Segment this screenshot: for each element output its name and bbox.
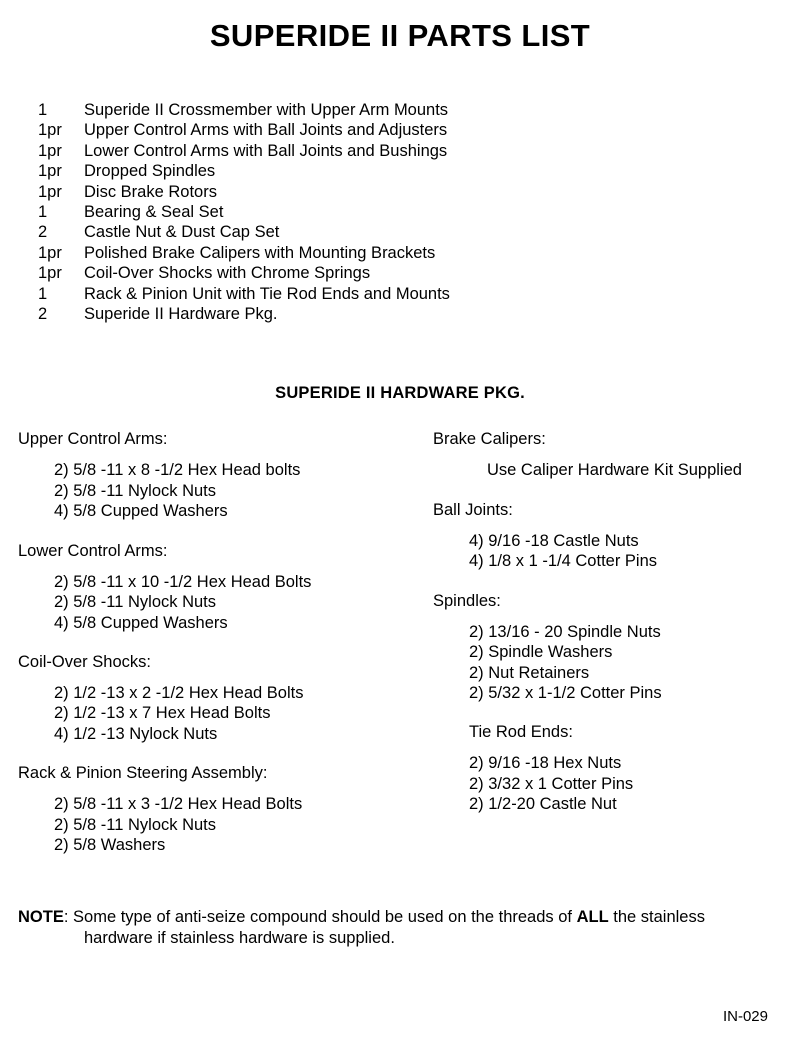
part-description: Castle Nut & Dust Cap Set xyxy=(84,223,280,242)
note-emphasis: ALL xyxy=(576,908,609,926)
note-text-before: : Some type of anti-seize compound should be used on the threads of xyxy=(63,908,577,926)
group-items xyxy=(433,622,782,704)
list-item: 4) 5/8 Cupped Washers xyxy=(54,502,228,521)
list-item xyxy=(0,202,800,222)
group-items xyxy=(433,460,782,480)
group-heading: Ball Joints: xyxy=(433,500,513,519)
note-text-after: the stainless xyxy=(608,908,705,926)
part-description: Dropped Spindles xyxy=(84,162,216,181)
group-heading: Brake Calipers: xyxy=(433,430,546,449)
note-label: NOTE xyxy=(18,908,64,926)
note-line-1 xyxy=(18,907,774,928)
list-item xyxy=(0,120,800,140)
part-description: Upper Control Arms with Ball Joints and Adjusters xyxy=(84,121,448,140)
part-description: Rack & Pinion Unit with Tie Rod Ends and Mounts xyxy=(84,284,450,303)
hardware-group-brake-calipers xyxy=(433,429,782,480)
document-code: IN-029 xyxy=(722,1008,768,1025)
list-item: 2) 1/2 -13 x 2 -1/2 Hex Head Bolts xyxy=(54,683,304,702)
list-item: 2) 9/16 -18 Hex Nuts xyxy=(469,754,622,773)
list-item: 4) 5/8 Cupped Washers xyxy=(54,613,228,632)
part-description: Superide II Crossmember with Upper Arm Mounts xyxy=(84,101,449,119)
list-item: 2) 5/8 -11 x 8 -1/2 Hex Head bolts xyxy=(54,461,301,480)
hardware-group-coil-over-shocks xyxy=(18,652,433,744)
part-description: Superide II Hardware Pkg. xyxy=(84,305,278,324)
part-quantity: 1pr xyxy=(38,264,62,283)
hardware-group-ball-joints xyxy=(433,500,782,572)
group-items xyxy=(18,683,433,744)
list-item: 2) 1/2-20 Castle Nut xyxy=(469,795,617,814)
part-description: Polished Brake Calipers with Mounting Brackets xyxy=(84,243,436,262)
group-heading: Spindles: xyxy=(433,591,501,610)
hardware-left-column xyxy=(18,429,433,874)
list-item: 2) 1/2 -13 x 7 Hex Head Bolts xyxy=(54,704,271,723)
group-heading: Rack & Pinion Steering Assembly: xyxy=(18,764,268,783)
list-item: 4) 1/8 x 1 -1/4 Cotter Pins xyxy=(469,552,658,571)
list-item xyxy=(0,161,800,181)
part-quantity: 1pr xyxy=(38,121,62,140)
parts-list xyxy=(0,100,800,324)
group-heading: Tie Rod Ends: xyxy=(469,723,573,742)
list-item xyxy=(0,243,800,263)
group-items xyxy=(433,531,782,572)
part-description: Bearing & Seal Set xyxy=(84,203,224,222)
group-items xyxy=(433,753,782,814)
list-item: 4) 1/2 -13 Nylock Nuts xyxy=(54,724,218,743)
list-item: 2) 5/8 -11 x 10 -1/2 Hex Head Bolts xyxy=(54,572,312,591)
group-heading: Upper Control Arms: xyxy=(18,430,168,449)
list-item xyxy=(0,304,800,324)
document-page xyxy=(0,18,800,1043)
list-item: 4) 9/16 -18 Castle Nuts xyxy=(469,531,639,550)
part-quantity: 1pr xyxy=(38,141,62,160)
part-quantity: 1 xyxy=(38,284,48,303)
part-quantity: 1pr xyxy=(38,243,62,262)
hardware-right-column xyxy=(433,429,782,874)
group-items xyxy=(18,794,433,855)
list-item: 2) 5/8 -11 Nylock Nuts xyxy=(54,815,217,834)
list-item: 2) 5/8 -11 Nylock Nuts xyxy=(54,593,217,612)
list-item xyxy=(0,182,800,202)
list-item: 2) 5/32 x 1-1/2 Cotter Pins xyxy=(469,683,662,702)
part-quantity: 2 xyxy=(38,305,48,324)
list-item: 2) 13/16 - 20 Spindle Nuts xyxy=(469,622,661,641)
hardware-group-lower-control-arms xyxy=(18,541,433,633)
list-item: 2) 5/8 -11 Nylock Nuts xyxy=(54,481,217,500)
list-item xyxy=(0,222,800,242)
hardware-columns xyxy=(0,429,800,874)
list-item: 2) 5/8 Washers xyxy=(54,835,166,854)
hardware-group-upper-control-arms xyxy=(18,429,433,521)
list-item xyxy=(0,141,800,161)
hardware-group-spindles xyxy=(433,591,782,704)
part-description: Disc Brake Rotors xyxy=(84,182,217,201)
note-block xyxy=(18,907,774,949)
part-quantity: 1pr xyxy=(38,182,62,201)
part-quantity: 1pr xyxy=(38,162,62,181)
list-item: Use Caliper Hardware Kit Supplied xyxy=(487,461,742,480)
part-description: Coil-Over Shocks with Chrome Springs xyxy=(84,264,371,283)
list-item: 2) Nut Retainers xyxy=(469,663,590,682)
group-heading: Lower Control Arms: xyxy=(18,541,168,560)
note-line-2: hardware if stainless hardware is supplied. xyxy=(84,929,395,947)
hardware-group-rack-and-pinion xyxy=(18,763,433,855)
part-quantity: 1 xyxy=(38,101,48,119)
hardware-package-heading: SUPERIDE II HARDWARE PKG. xyxy=(275,384,525,403)
list-item xyxy=(0,284,800,304)
list-item: 2) Spindle Washers xyxy=(469,643,613,662)
list-item xyxy=(0,263,800,283)
group-items xyxy=(18,572,433,633)
group-items xyxy=(18,460,433,521)
hardware-group-tie-rod-ends xyxy=(433,722,782,814)
group-heading: Coil-Over Shocks: xyxy=(18,652,151,671)
list-item: 2) 5/8 -11 x 3 -1/2 Hex Head Bolts xyxy=(54,795,303,814)
part-quantity: 1 xyxy=(38,203,48,222)
page-title: SUPERIDE II PARTS LIST xyxy=(209,18,591,53)
list-item xyxy=(0,100,800,120)
part-description: Lower Control Arms with Ball Joints and Bushings xyxy=(84,141,448,160)
list-item: 2) 3/32 x 1 Cotter Pins xyxy=(469,774,634,793)
part-quantity: 2 xyxy=(38,223,48,242)
